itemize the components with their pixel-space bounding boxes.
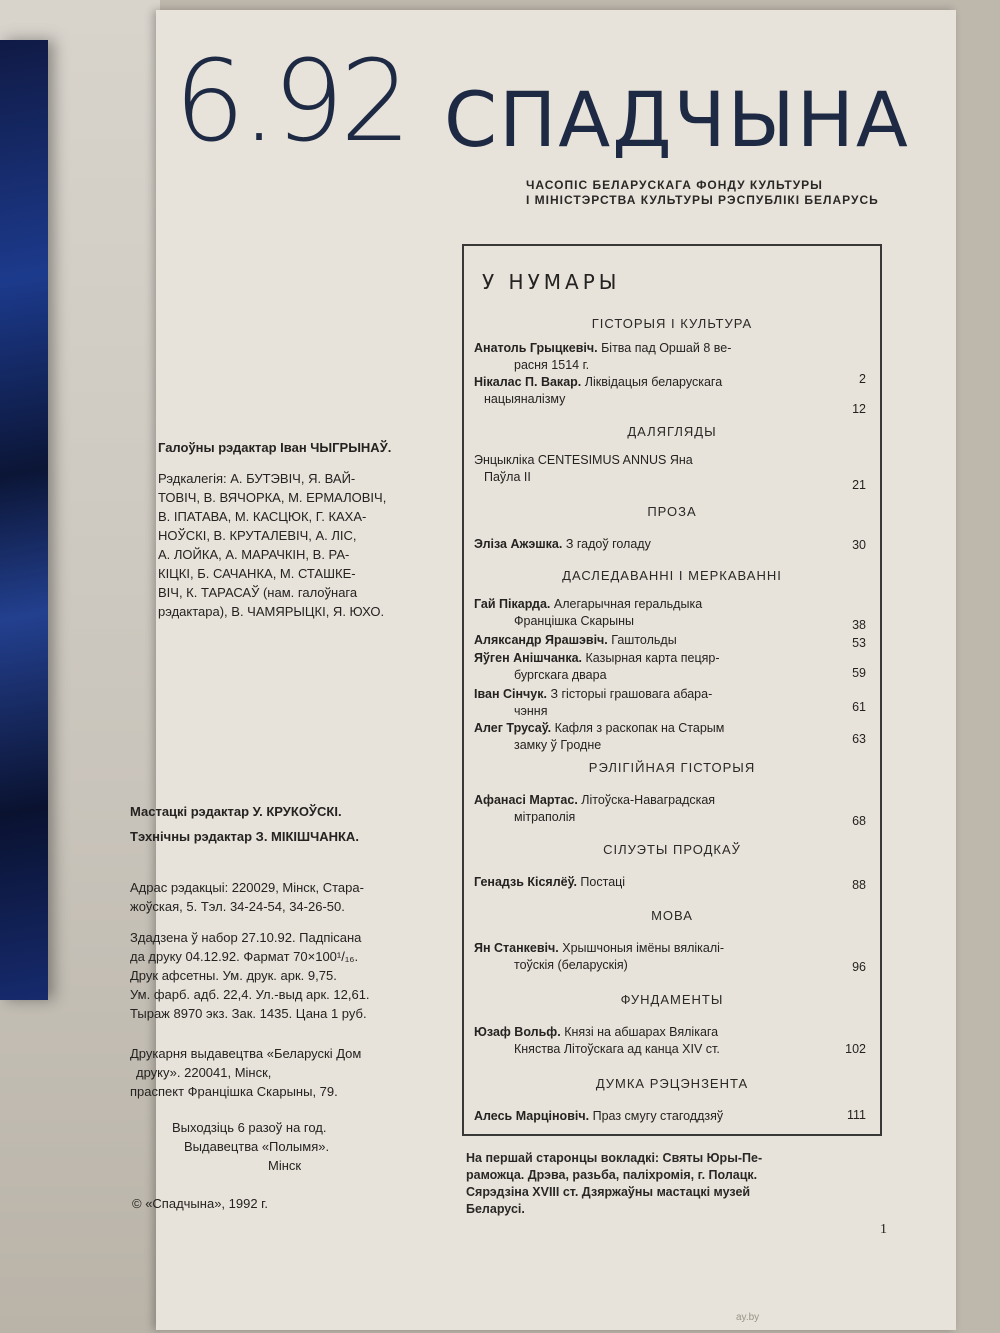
entry-title: З гісторыі грашовага абара- xyxy=(550,687,713,701)
toc-entry xyxy=(474,596,814,630)
entry-author: Юзаф Вольф. xyxy=(474,1025,561,1039)
frequency-line: Выходзіць 6 разоў на год. xyxy=(172,1120,327,1135)
entry-title: Бітва пад Оршай 8 ве- xyxy=(601,341,732,355)
board-line: В. ІПАТАВА, М. КАСЦЮК, Г. КАХА- xyxy=(158,509,367,524)
toc-entry xyxy=(474,686,814,720)
entry-title: З гадоў голаду xyxy=(565,537,651,551)
cover-illustration-strip xyxy=(0,40,48,1000)
entry-page: 68 xyxy=(852,814,866,828)
page-number: 1 xyxy=(880,1222,887,1237)
entry-page: 88 xyxy=(852,878,866,892)
entry-title: Казырная карта пецяр- xyxy=(585,651,720,665)
entry-title: Гаштольды xyxy=(611,633,677,647)
entry-title-cont: бургскага двара xyxy=(514,668,607,682)
magazine-subtitle xyxy=(526,178,946,208)
board-line: КІЦКІ, Б. САЧАНКА, М. СТАШКЕ- xyxy=(158,566,356,581)
printer-line: друку». 220041, Мінск, xyxy=(136,1065,272,1080)
entry-page: 96 xyxy=(852,960,866,974)
toc-entry xyxy=(474,792,814,826)
entry-page: 61 xyxy=(852,700,866,714)
board-line: рэдактара), В. ЧАМЯРЫЦКІ, Я. ЮХО. xyxy=(158,604,385,619)
entry-author: Афанасі Мартас. xyxy=(474,793,578,807)
entry-title-cont: тоўскія (беларускія) xyxy=(514,958,628,972)
printing-details xyxy=(130,928,430,1023)
entry-title: Алегарычная геральдыка xyxy=(553,597,703,611)
entry-title: Постаці xyxy=(580,875,626,889)
entry-author: Алег Трусаў. xyxy=(474,721,552,735)
entry-author: Анатоль Грыцкевіч. xyxy=(474,341,598,355)
watermark: ay.by xyxy=(736,1312,760,1323)
frequency-line: Выдавецтва «Полымя». xyxy=(184,1139,330,1154)
entry-author: Генадзь Кісялёў. xyxy=(474,875,577,889)
toc-entry xyxy=(474,940,814,974)
toc-section: ДУМКА РЭЦЭНЗЕНТА xyxy=(595,1076,749,1091)
entry-title: Энцыкліка CENTESIMUS ANNUS Яна xyxy=(474,453,693,467)
toc-entry xyxy=(474,536,814,553)
caption-line: Сярэдзіна XVIII ст. Дзяржаўны мастацкі музей xyxy=(466,1185,751,1199)
entry-page: 53 xyxy=(852,636,866,650)
entry-page: 30 xyxy=(852,538,866,552)
technical-staff xyxy=(130,802,430,846)
board-line: НОЎСКІ, В. КРУТАЛЕВІЧ, А. ЛІС, xyxy=(158,528,357,543)
tech-editor: Тэхнічны рэдактар З. МІКІШЧАНКА. xyxy=(130,829,359,844)
entry-author: Нікалас П. Вакар. xyxy=(474,375,582,389)
entry-title: Літоўска-Наваградская xyxy=(581,793,716,807)
editorial-info xyxy=(158,438,458,621)
entry-title: Князі на абшарах Вялікага xyxy=(564,1025,719,1039)
entry-page: 63 xyxy=(852,732,866,746)
printer-line: праспект Францішка Скарыны, 79. xyxy=(130,1084,338,1099)
board-line: ВІЧ, К. ТАРАСАЎ (нам. галоўнага xyxy=(158,585,358,600)
toc-entry xyxy=(474,874,814,891)
entry-page: 38 xyxy=(852,618,866,632)
toc-entry xyxy=(474,452,814,486)
printing-line: Друк афсетны. Ум. друк. арк. 9,75. xyxy=(130,968,337,983)
toc-entry xyxy=(474,340,814,374)
entry-title-cont: нацыяналізму xyxy=(484,392,566,406)
entry-title-cont: Паўла II xyxy=(484,470,531,484)
address-line: Адрас рэдакцыі: 220029, Мінск, Стара- xyxy=(130,880,364,895)
entry-title-cont: чэння xyxy=(514,704,548,718)
entry-author: Аляксандр Ярашэвіч. xyxy=(474,633,608,647)
toc-entry xyxy=(474,1024,834,1058)
toc-section: МОВА xyxy=(651,908,693,923)
toc-entry xyxy=(474,1108,814,1125)
entry-page: 102 xyxy=(845,1042,866,1056)
chief-editor: Галоўны рэдактар Іван ЧЫГРЫНАЎ. xyxy=(158,440,392,455)
toc-section: РЭЛІГІЙНАЯ ГІСТОРЫЯ xyxy=(588,760,756,775)
printing-line: Ум. фарб. адб. 22,4. Ул.-выд арк. 12,61. xyxy=(130,987,370,1002)
toc-section: ДАЛЯГЛЯДЫ xyxy=(627,424,717,439)
printing-line: да друку 04.12.92. Фармат 70×100¹/₁₆. xyxy=(130,949,359,964)
entry-title: Ліквідацыя беларускага xyxy=(584,375,723,389)
entry-title: Кафля з раскопак на Старым xyxy=(554,721,725,735)
toc-entry xyxy=(474,650,814,684)
board-line: А. ЛОЙКА, А. МАРАЧКІН, В. РА- xyxy=(158,547,350,562)
toc-section: ГІСТОРЫЯ І КУЛЬТУРА xyxy=(591,316,753,331)
magazine-page xyxy=(130,10,956,1330)
cover-caption xyxy=(466,1150,886,1218)
editorial-board xyxy=(158,469,458,621)
entry-author: Эліза Ажэшка. xyxy=(474,537,563,551)
editorial-address xyxy=(130,878,430,916)
entry-title: Хрышчоныя імёны вялікалі- xyxy=(562,941,725,955)
printer-info xyxy=(130,1044,430,1101)
publication-frequency xyxy=(172,1118,472,1175)
entry-title-cont: замку ў Гродне xyxy=(514,738,602,752)
entry-page: 59 xyxy=(852,666,866,680)
subtitle-line: ЧАСОПІС БЕЛАРУСКАГА ФОНДУ КУЛЬТУРЫ xyxy=(526,178,823,192)
toc-heading: У НУМАРЫ xyxy=(482,270,621,294)
toc-section: СІЛУЭТЫ ПРОДКАЎ xyxy=(603,842,741,857)
toc-section: ДАСЛЕДАВАННІ І МЕРКАВАННІ xyxy=(562,568,782,583)
board-line: Рэдкалегія: А. БУТЭВІЧ, Я. ВАЙ- xyxy=(158,471,356,486)
entry-title-cont: расня 1514 г. xyxy=(514,358,590,372)
toc-section: ПРОЗА xyxy=(647,504,697,519)
entry-author: Ян Станкевіч. xyxy=(474,941,559,955)
table-of-contents xyxy=(462,244,882,1136)
caption-line: На першай старонцы вокладкі: Святы Юры-Пе- xyxy=(466,1151,763,1165)
entry-page: 12 xyxy=(852,402,866,416)
toc-section: ФУНДАМЕНТЫ xyxy=(620,992,724,1007)
magazine-title: СПАДЧЫНА xyxy=(444,75,910,164)
entry-page: 111 xyxy=(846,1108,866,1122)
subtitle-line: І МІНІСТЭРСТВА КУЛЬТУРЫ РЭСПУБЛІКІ БЕЛАРУСЬ xyxy=(526,193,879,207)
caption-line: Беларусі. xyxy=(466,1202,525,1216)
frequency-line: Мінск xyxy=(268,1158,302,1173)
entry-page: 21 xyxy=(852,478,866,492)
board-line: ТОВІЧ, В. ВЯЧОРКА, М. ЕРМАЛОВІЧ, xyxy=(158,490,387,505)
issue-number: 6.92 xyxy=(174,37,408,167)
toc-entry xyxy=(474,632,814,649)
copyright: © «Спадчына», 1992 г. xyxy=(132,1196,268,1211)
printer-line: Друкарня выдавецтва «Беларускі Дом xyxy=(130,1046,362,1061)
entry-author: Алесь Марціновіч. xyxy=(474,1109,590,1123)
art-editor: Мастацкі рэдактар У. КРУКОЎСКІ. xyxy=(130,804,342,819)
toc-entry xyxy=(474,720,814,754)
entry-page: 2 xyxy=(859,372,866,386)
entry-title-cont: мітраполія xyxy=(514,810,576,824)
caption-line: раможца. Дрэва, разьба, паліхромія, г. Полацк. xyxy=(466,1168,758,1182)
entry-title-cont: Княства Літоўскага ад канца XIV ст. xyxy=(514,1042,720,1056)
entry-title-cont: Францішка Скарыны xyxy=(514,614,634,628)
printing-line: Тыраж 8970 экз. Зак. 1435. Цана 1 руб. xyxy=(130,1006,367,1021)
entry-author: Іван Сінчук. xyxy=(474,687,547,701)
entry-author: Гай Пікарда. xyxy=(474,597,551,611)
address-line: жоўская, 5. Тэл. 34-24-54, 34-26-50. xyxy=(130,899,345,914)
printing-line: Здадзена ў набор 27.10.92. Падпісана xyxy=(130,930,362,945)
entry-title: Праз смугу стагоддзяў xyxy=(592,1109,724,1123)
toc-entry xyxy=(474,374,814,408)
entry-author: Яўген Анішчанка. xyxy=(474,651,583,665)
